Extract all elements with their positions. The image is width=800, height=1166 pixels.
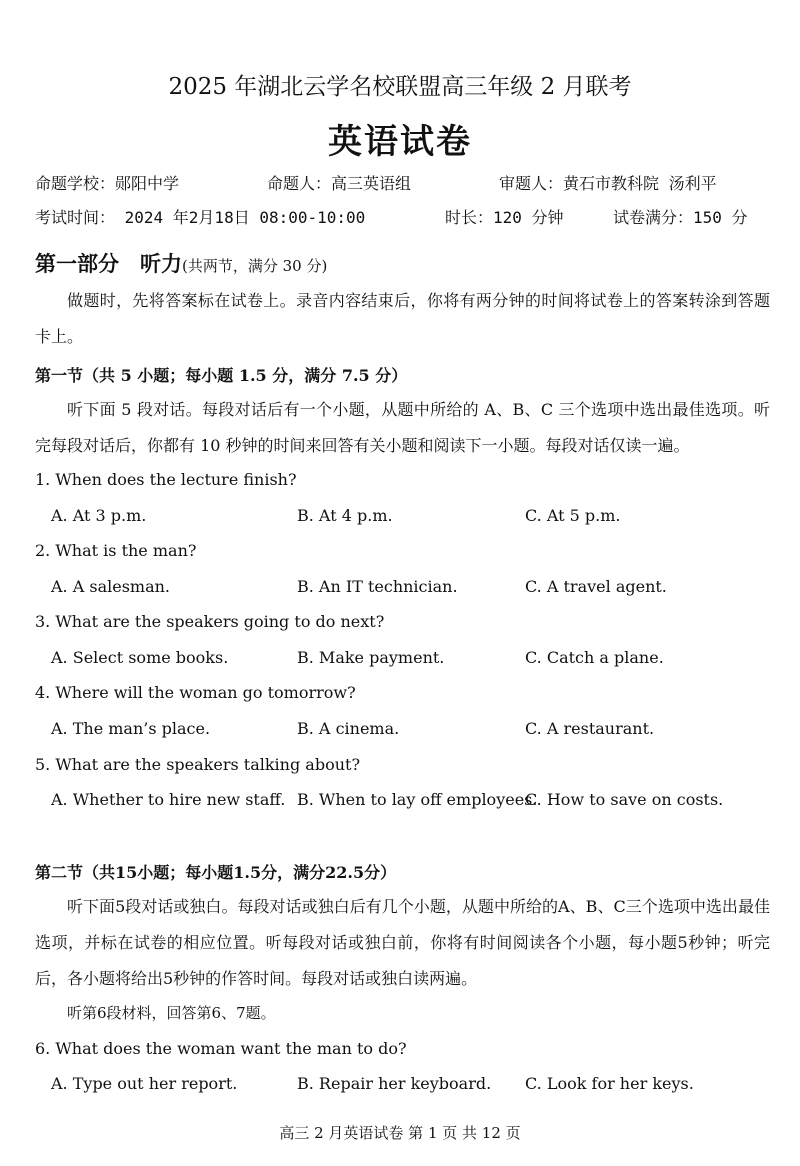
part1-heading: [35, 248, 327, 278]
option-b: B. A cinema.: [297, 719, 400, 738]
section2-heading: 第二节（共15小题；每小题1.5分，满分22.5分）: [35, 863, 397, 882]
option-a: A. Whether to hire new staff.: [51, 790, 286, 809]
section2-instruction: 听下面5段对话或独白。每段对话或独白后有几个小题，从题中所给的A、B、C三个选项中选出最佳选项，并标在试卷的相应位置。听每段对话或独白前，你将有时间阅读各个小题，每小题5秒钟；听完后，各小题将给出5秒钟的作答时间。每段对话或独白读两遍。: [35, 897, 770, 988]
option-c: C. Look for her keys.: [525, 1074, 694, 1093]
meta-row-authors: [35, 171, 775, 194]
part1-note: (共两节，满分 30 分): [182, 257, 328, 275]
option-c: C. A restaurant.: [525, 719, 655, 738]
question-3: 3. What are the speakers going to do next?: [35, 612, 385, 631]
section1-heading: 第一节（共 5 小题；每小题 1.5 分，满分 7.5 分）: [35, 366, 408, 385]
option-b: B. An IT technician.: [297, 577, 458, 596]
exam-title: 2025 年湖北云学名校联盟高三年级 2 月联考: [168, 74, 632, 100]
school-info: 命题学校：郧阳中学: [35, 174, 180, 193]
question-6: 6. What does the woman want the man to do?: [35, 1039, 407, 1058]
option-a: A. Select some books.: [51, 648, 229, 667]
section1-instruction: 听下面 5 段对话。每段对话后有一个小题，从题中所给的 A、B、C 三个选项中选出最佳选项。听完每段对话后，你都有 10 秒钟的时间来回答有关小题和阅读下一小题。每段对话仅读一遍。: [35, 400, 770, 455]
option-b: B. Repair her keyboard.: [297, 1074, 492, 1093]
option-c: C. Catch a plane.: [525, 648, 664, 667]
part1-instruction: 做题时，先将答案标在试卷上。录音内容结束后，你将有两分钟的时间将试卷上的答案转涂到答题卡上。: [35, 291, 770, 346]
option-a: A. The man’s place.: [51, 719, 211, 738]
option-a: A. At 3 p.m.: [51, 506, 147, 525]
exam-duration: 时长：120 分钟: [445, 208, 564, 227]
option-a: A. Type out her report.: [51, 1074, 238, 1093]
option-a: A. A salesman.: [51, 577, 171, 596]
section2-sub-note: 听第6段材料，回答第6、7题。: [67, 1004, 276, 1022]
page-footer: 高三 2 月英语试卷 第 1 页 共 12 页: [279, 1124, 521, 1142]
full-score: 试卷满分：150 分: [613, 208, 748, 227]
option-b: B. When to lay off employees.: [297, 790, 538, 809]
option-b: B. At 4 p.m.: [297, 506, 393, 525]
question-2: 2. What is the man?: [35, 541, 197, 560]
reviewer-info: 审题人：黄石市教科院 汤利平: [499, 174, 717, 193]
question-5: 5. What are the speakers talking about?: [35, 755, 361, 774]
option-c: C. A travel agent.: [525, 577, 667, 596]
question-4: 4. Where will the woman go tomorrow?: [35, 683, 356, 702]
part1-title: 第一部分 听力: [35, 251, 182, 276]
author-info: 命题人：高三英语组: [267, 174, 412, 193]
meta-row-time: [35, 205, 775, 228]
option-b: B. Make payment.: [297, 648, 445, 667]
option-c: C. How to save on costs.: [525, 790, 724, 809]
option-c: C. At 5 p.m.: [525, 506, 621, 525]
exam-time: 考试时间： 2024 年2月18日 08:00-10:00: [35, 208, 366, 227]
question-1: 1. When does the lecture finish?: [35, 470, 297, 489]
subject-title: 英语试卷: [328, 122, 472, 162]
